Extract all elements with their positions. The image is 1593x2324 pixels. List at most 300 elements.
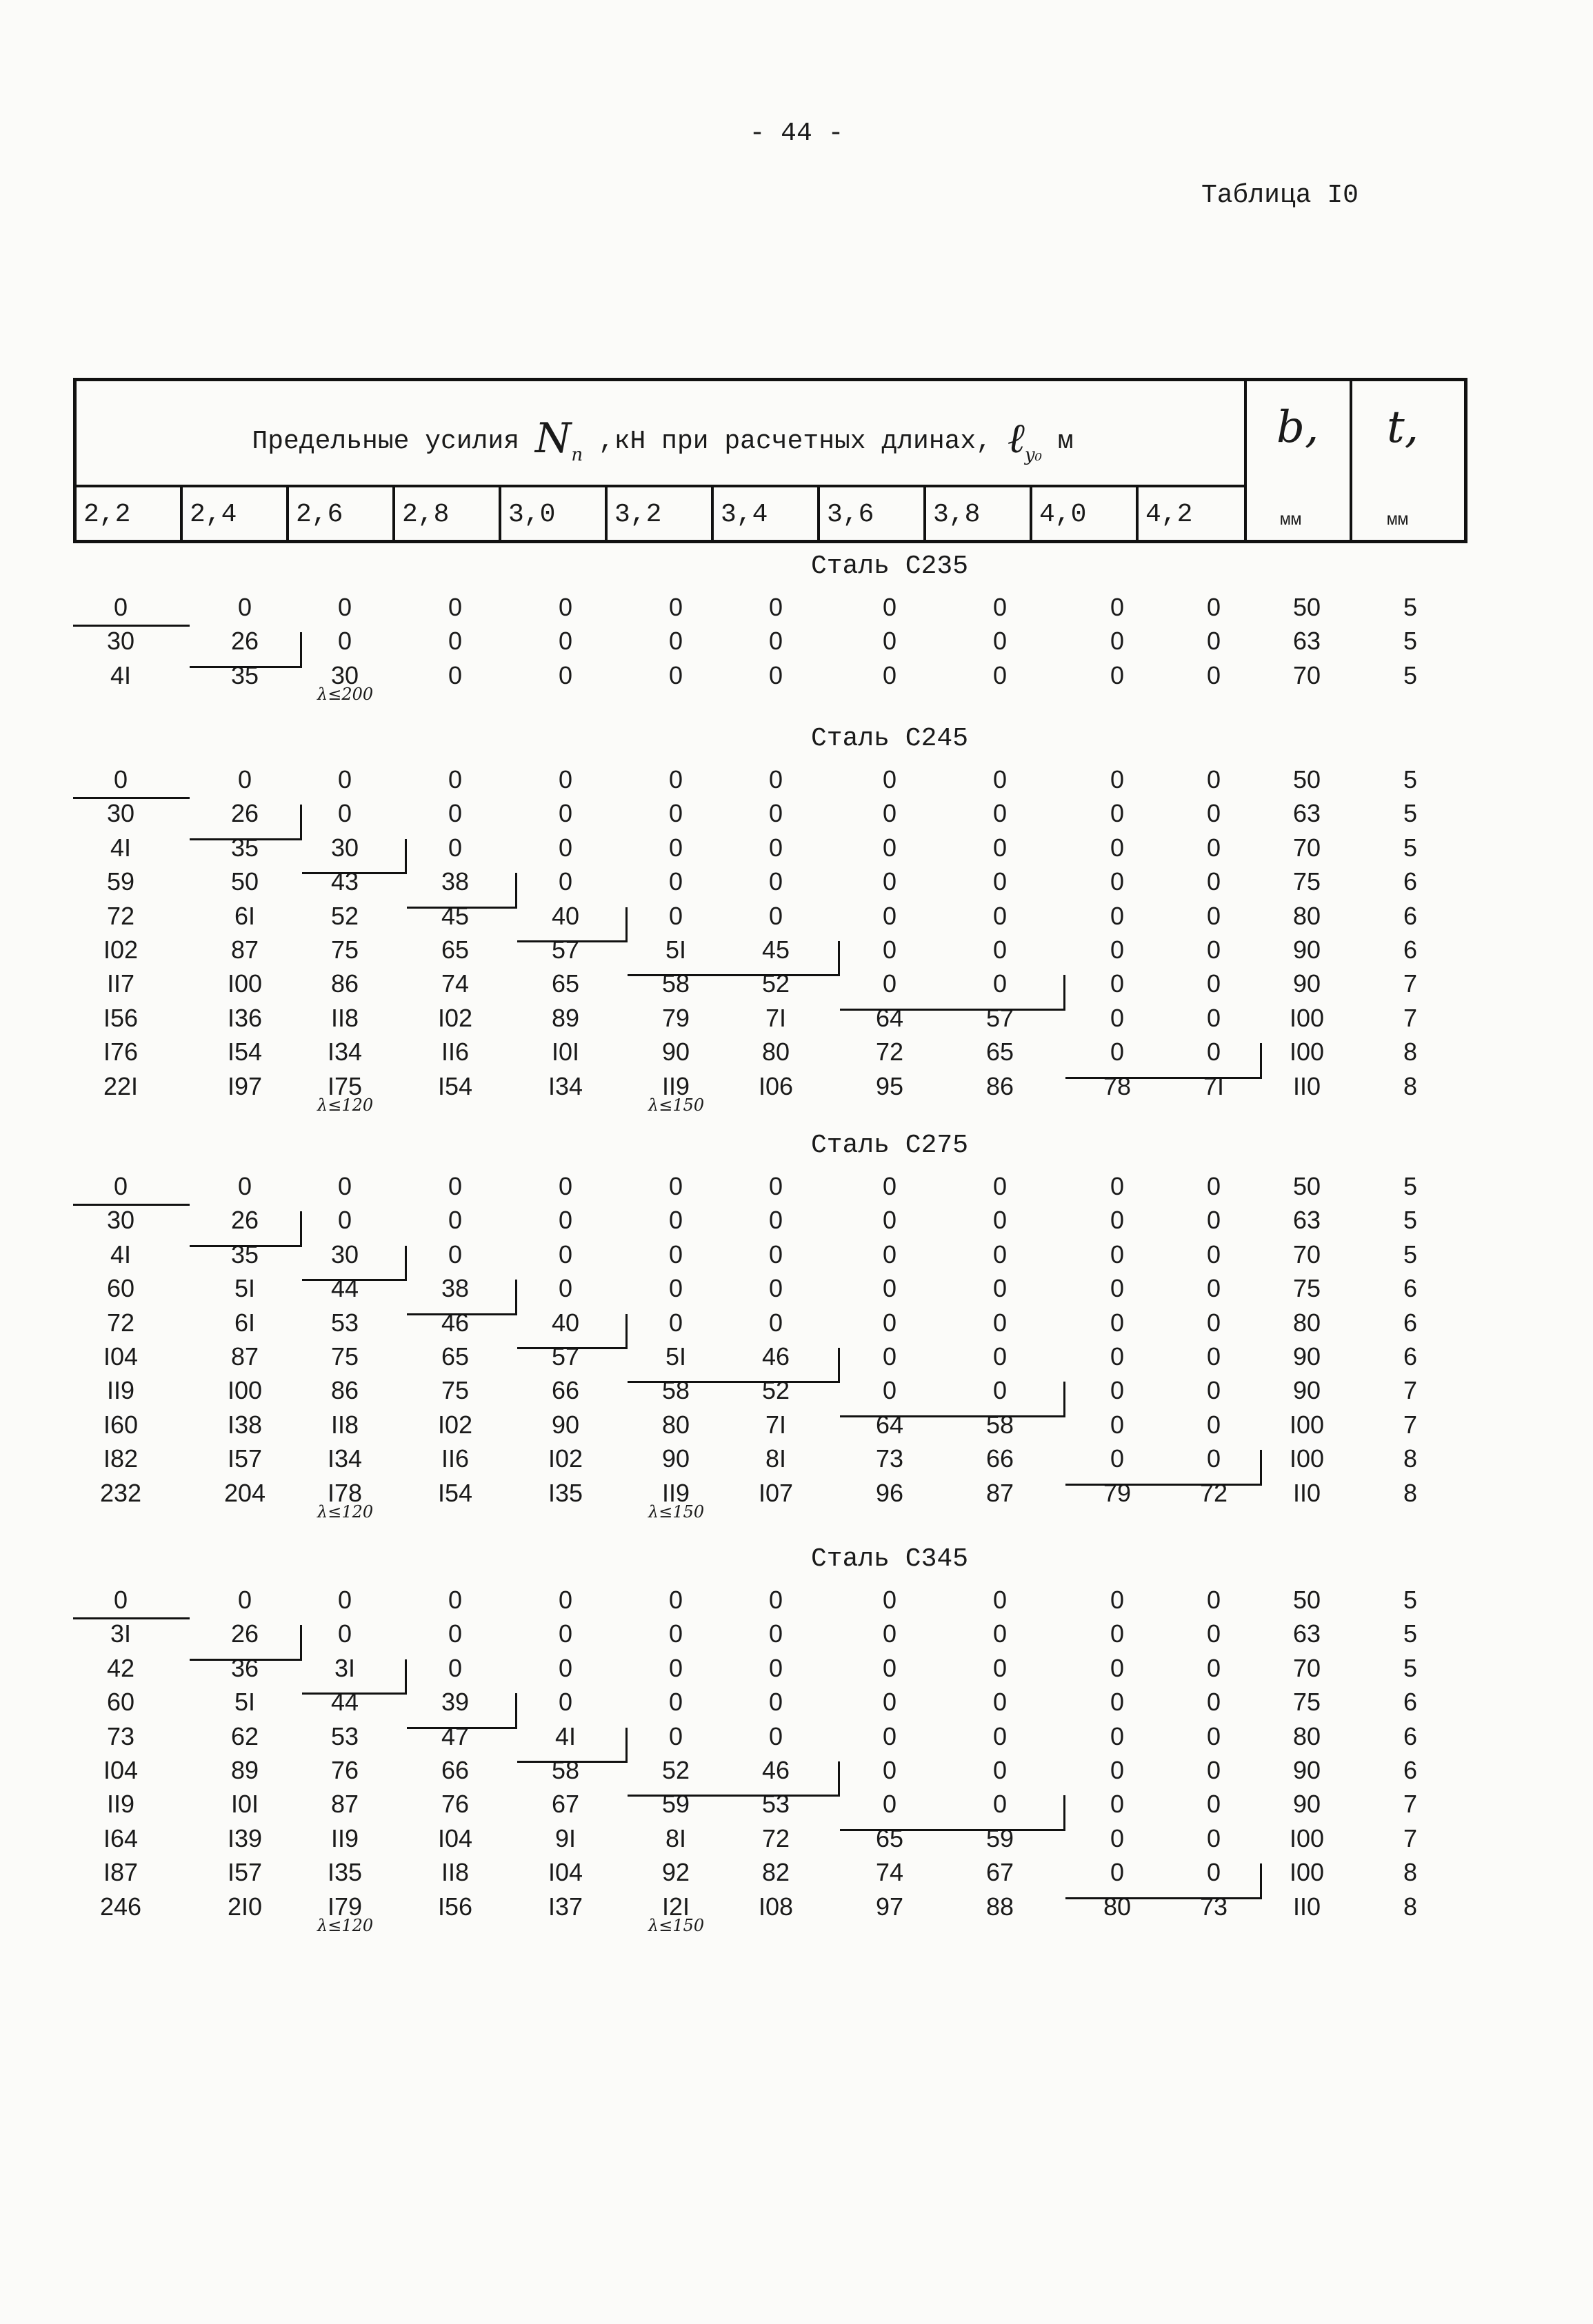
- force-cell: 0: [113, 1586, 128, 1614]
- force-cell: 90: [551, 1410, 580, 1439]
- force-cell: 86: [330, 1376, 359, 1405]
- force-cell: 95: [875, 1071, 904, 1100]
- force-cell: 0: [1206, 1206, 1221, 1235]
- force-cell: I02: [437, 1410, 473, 1439]
- force-cell: 0: [992, 660, 1008, 689]
- force-cell: 87: [230, 936, 259, 964]
- force-cell: 5I: [665, 1342, 687, 1371]
- force-cell: 90: [661, 1444, 690, 1473]
- force-cell: 0: [1110, 799, 1125, 828]
- force-cell: 52: [330, 901, 359, 930]
- force-cell: 0: [558, 1688, 573, 1717]
- force-cell: 0: [1110, 765, 1125, 794]
- force-cell: 75: [330, 1342, 359, 1371]
- force-cell: 0: [337, 593, 352, 621]
- section-title: Сталь С235: [810, 552, 969, 581]
- force-cell: 0: [558, 799, 573, 828]
- force-cell: 0: [992, 1206, 1008, 1235]
- force-cell: II9: [106, 1790, 135, 1819]
- force-cell: 0: [882, 627, 897, 656]
- force-cell: 57: [551, 1342, 580, 1371]
- stair-line: [190, 805, 302, 840]
- force-cell: 0: [668, 1688, 683, 1717]
- force-cell: 44: [330, 1274, 359, 1303]
- b-cell: 63: [1292, 627, 1321, 656]
- force-cell: 0: [882, 593, 897, 621]
- force-cell: 7I: [765, 1410, 787, 1439]
- force-cell: 0: [1110, 1342, 1125, 1371]
- page-number: - 44 -: [749, 119, 844, 148]
- force-cell: 0: [558, 593, 573, 621]
- force-cell: I34: [327, 1444, 363, 1473]
- force-cell: 46: [761, 1342, 790, 1371]
- b-cell: I00: [1289, 1858, 1325, 1887]
- force-cell: 80: [1103, 1892, 1132, 1921]
- force-cell: 0: [1110, 593, 1125, 621]
- force-cell: 0: [882, 833, 897, 862]
- stair-line: [190, 632, 302, 667]
- force-cell: 0: [113, 765, 128, 794]
- force-cell: 0: [1206, 1342, 1221, 1371]
- force-cell: I79: [327, 1892, 363, 1921]
- force-cell: 0: [768, 1206, 783, 1235]
- length-header-cell: 2,4: [190, 500, 237, 529]
- force-cell: 0: [1206, 1444, 1221, 1473]
- force-cell: 0: [1206, 627, 1221, 656]
- force-cell: 53: [761, 1790, 790, 1819]
- force-cell: 0: [768, 627, 783, 656]
- force-cell: 45: [761, 936, 790, 964]
- force-cell: 0: [668, 799, 683, 828]
- force-cell: 36: [230, 1653, 259, 1682]
- force-cell: 0: [1110, 1240, 1125, 1269]
- force-cell: 0: [992, 1688, 1008, 1717]
- stair-line: [73, 1204, 190, 1206]
- length-header-cell: 3,6: [827, 500, 874, 529]
- force-cell: 0: [882, 1376, 897, 1405]
- force-cell: 73: [1199, 1892, 1228, 1921]
- force-cell: 0: [448, 765, 463, 794]
- force-cell: 0: [768, 1586, 783, 1614]
- force-cell: 0: [1110, 833, 1125, 862]
- force-cell: 0: [992, 1721, 1008, 1750]
- force-cell: I35: [548, 1478, 583, 1507]
- force-cell: 0: [768, 765, 783, 794]
- force-cell: 0: [558, 1172, 573, 1200]
- force-cell: I02: [437, 1003, 473, 1032]
- force-cell: 0: [1110, 901, 1125, 930]
- force-cell: 0: [668, 1586, 683, 1614]
- force-cell: 0: [882, 765, 897, 794]
- force-cell: 0: [337, 1172, 352, 1200]
- force-cell: 0: [1110, 1756, 1125, 1784]
- slenderness-note: λ≤120: [317, 1915, 374, 1935]
- force-cell: I04: [437, 1823, 473, 1852]
- force-cell: 0: [558, 867, 573, 896]
- b-cell: I00: [1289, 1410, 1325, 1439]
- title-suffix: м: [1057, 427, 1074, 456]
- force-cell: 0: [558, 1653, 573, 1682]
- t-cell: 7: [1403, 1376, 1418, 1405]
- stair-line: [302, 1659, 408, 1695]
- force-cell: 5I: [234, 1274, 256, 1303]
- force-cell: 0: [1206, 1653, 1221, 1682]
- length-subscript: y₀: [1024, 445, 1042, 465]
- force-cell: 26: [230, 799, 259, 828]
- slenderness-note: λ≤150: [648, 1915, 705, 1935]
- force-cell: 0: [237, 765, 252, 794]
- stair-line: [407, 1693, 517, 1728]
- length-header-cell: 3,0: [508, 500, 556, 529]
- force-cell: 0: [337, 627, 352, 656]
- t-unit: мм: [1387, 509, 1409, 530]
- force-cell: I00: [227, 969, 263, 998]
- force-cell: 0: [992, 1756, 1008, 1784]
- t-cell: 6: [1403, 867, 1418, 896]
- force-cell: 0: [1110, 1653, 1125, 1682]
- stair-line: [407, 1280, 517, 1315]
- t-cell: 5: [1403, 765, 1418, 794]
- force-cell: II8: [441, 1858, 470, 1887]
- force-cell: 0: [1206, 1790, 1221, 1819]
- force-cell: 0: [882, 799, 897, 828]
- force-cell: 65: [875, 1823, 904, 1852]
- force-cell: 38: [441, 867, 470, 896]
- force-cell: 0: [668, 867, 683, 896]
- force-cell: 4I: [110, 833, 132, 862]
- force-cell: 0: [668, 901, 683, 930]
- force-cell: 9I: [554, 1823, 577, 1852]
- force-cell: 0: [1110, 1038, 1125, 1067]
- force-cell: 0: [1110, 1308, 1125, 1337]
- force-cell: 74: [441, 969, 470, 998]
- force-cell: 45: [441, 901, 470, 930]
- force-cell: 0: [337, 765, 352, 794]
- force-cell: 52: [661, 1756, 690, 1784]
- force-cell: 0: [558, 1240, 573, 1269]
- force-cell: 0: [992, 867, 1008, 896]
- force-cell: 0: [768, 1653, 783, 1682]
- force-cell: II9: [661, 1071, 690, 1100]
- stair-line: [407, 873, 517, 908]
- b-cell: 50: [1292, 765, 1321, 794]
- force-cell: 0: [992, 1342, 1008, 1371]
- b-cell: 70: [1292, 833, 1321, 862]
- force-cell: 57: [551, 936, 580, 964]
- force-cell: 0: [337, 799, 352, 828]
- b-cell: I00: [1289, 1003, 1325, 1032]
- force-cell: 0: [1206, 1586, 1221, 1614]
- force-cell: 86: [330, 969, 359, 998]
- force-cell: 64: [875, 1410, 904, 1439]
- force-cell: 0: [558, 1586, 573, 1614]
- b-cell: II0: [1292, 1892, 1321, 1921]
- force-cell: 0: [992, 1653, 1008, 1682]
- force-cell: 0: [1110, 969, 1125, 998]
- force-cell: 97: [875, 1892, 904, 1921]
- force-cell: 0: [448, 1172, 463, 1200]
- force-cell: 0: [882, 1274, 897, 1303]
- force-cell: 0: [992, 593, 1008, 621]
- force-cell: 52: [761, 969, 790, 998]
- stair-line: [840, 1795, 1066, 1830]
- force-cell: 72: [761, 1823, 790, 1852]
- force-cell: 38: [441, 1274, 470, 1303]
- force-cell: 26: [230, 1619, 259, 1648]
- force-cell: 0: [113, 1172, 128, 1200]
- b-cell: 80: [1292, 901, 1321, 930]
- force-cell: 5I: [665, 936, 687, 964]
- t-cell: 5: [1403, 1240, 1418, 1269]
- force-cell: 0: [992, 799, 1008, 828]
- force-cell: II6: [441, 1038, 470, 1067]
- b-cell: 90: [1292, 1756, 1321, 1784]
- force-cell: 40: [551, 901, 580, 930]
- slenderness-note: λ≤150: [648, 1502, 705, 1522]
- force-cell: 7I: [1203, 1071, 1225, 1100]
- section-title: Сталь С345: [810, 1544, 969, 1574]
- stair-line: [628, 1761, 840, 1797]
- force-cell: 0: [558, 1206, 573, 1235]
- force-cell: 0: [558, 1619, 573, 1648]
- force-cell: 0: [668, 1308, 683, 1337]
- force-cell: 66: [551, 1376, 580, 1405]
- force-cell: I02: [548, 1444, 583, 1473]
- b-cell: 80: [1292, 1721, 1321, 1750]
- b-cell: I00: [1289, 1823, 1325, 1852]
- force-cell: 0: [1206, 765, 1221, 794]
- stair-line: [840, 975, 1066, 1010]
- force-cell: I82: [103, 1444, 139, 1473]
- force-cell: 0: [558, 627, 573, 656]
- force-cell: 0: [992, 1274, 1008, 1303]
- force-cell: 0: [768, 1688, 783, 1717]
- b-unit: мм: [1280, 509, 1302, 530]
- stair-line: [517, 907, 628, 942]
- force-cell: 74: [875, 1858, 904, 1887]
- force-cell: 0: [768, 1308, 783, 1337]
- force-cell: 0: [668, 1172, 683, 1200]
- section-title: Сталь С245: [810, 724, 969, 754]
- force-cell: 60: [106, 1688, 135, 1717]
- force-cell: 204: [223, 1478, 266, 1507]
- force-cell: II8: [330, 1003, 359, 1032]
- t-cell: 7: [1403, 1410, 1418, 1439]
- t-cell: 8: [1403, 1038, 1418, 1067]
- t-cell: 5: [1403, 1172, 1418, 1200]
- force-cell: I97: [227, 1071, 263, 1100]
- force-cell: 0: [1206, 1240, 1221, 1269]
- t-cell: 5: [1403, 660, 1418, 689]
- force-cell: 80: [761, 1038, 790, 1067]
- force-cell: 30: [106, 799, 135, 828]
- force-cell: 89: [230, 1756, 259, 1784]
- force-cell: 0: [1110, 1376, 1125, 1405]
- force-cell: II7: [106, 969, 135, 998]
- force-cell: I54: [227, 1038, 263, 1067]
- force-cell: 0: [558, 833, 573, 862]
- force-cell: 0: [1110, 1790, 1125, 1819]
- stair-line: [190, 1211, 302, 1246]
- force-cell: 75: [330, 936, 359, 964]
- stair-line: [1065, 1043, 1262, 1078]
- table-header: [73, 378, 1467, 543]
- force-cell: 59: [106, 867, 135, 896]
- force-cell: 0: [882, 1653, 897, 1682]
- force-cell: I35: [327, 1858, 363, 1887]
- force-cell: 0: [882, 1688, 897, 1717]
- force-cell: 0: [113, 593, 128, 621]
- force-cell: 0: [1206, 660, 1221, 689]
- stair-line: [517, 1314, 628, 1349]
- force-cell: 22I: [103, 1071, 139, 1100]
- force-cell: 4I: [110, 660, 132, 689]
- t-cell: 5: [1403, 1619, 1418, 1648]
- force-cell: 79: [1103, 1478, 1132, 1507]
- t-cell: 6: [1403, 1756, 1418, 1784]
- force-cell: 0: [882, 901, 897, 930]
- force-cell: 0: [668, 1653, 683, 1682]
- length-header-cell: 2,2: [83, 500, 131, 529]
- t-cell: 6: [1403, 1688, 1418, 1717]
- force-cell: I75: [327, 1071, 363, 1100]
- force-cell: I54: [437, 1071, 473, 1100]
- force-cell: 30: [106, 627, 135, 656]
- force-cell: 65: [441, 1342, 470, 1371]
- force-cell: 62: [230, 1721, 259, 1750]
- force-cell: 0: [337, 1619, 352, 1648]
- force-cell: 0: [668, 1619, 683, 1648]
- force-cell: 0: [768, 660, 783, 689]
- force-cell: 4I: [554, 1721, 577, 1750]
- force-cell: 0: [768, 593, 783, 621]
- b-cell: 70: [1292, 660, 1321, 689]
- force-cell: 96: [875, 1478, 904, 1507]
- table-label: Таблица I0: [1201, 181, 1359, 210]
- force-cell: 39: [441, 1688, 470, 1717]
- t-cell: 6: [1403, 1721, 1418, 1750]
- force-cell: 53: [330, 1721, 359, 1750]
- b-cell: II0: [1292, 1071, 1321, 1100]
- t-cell: 5: [1403, 833, 1418, 862]
- t-symbol: t,: [1387, 402, 1419, 453]
- force-cell: 58: [661, 1376, 690, 1405]
- force-cell: II9: [106, 1376, 135, 1405]
- stair-line: [1065, 1450, 1262, 1485]
- force-cell: 0: [882, 1790, 897, 1819]
- force-cell: 0: [768, 901, 783, 930]
- force-cell: II9: [330, 1823, 359, 1852]
- force-cell: 80: [661, 1410, 690, 1439]
- force-cell: 35: [230, 1240, 259, 1269]
- stair-line: [302, 839, 408, 874]
- t-cell: 8: [1403, 1858, 1418, 1887]
- force-cell: I04: [548, 1858, 583, 1887]
- force-cell: 3I: [334, 1653, 356, 1682]
- force-cell: 0: [448, 593, 463, 621]
- force-cell: 0: [992, 1790, 1008, 1819]
- force-cell: 67: [985, 1858, 1014, 1887]
- t-cell: 6: [1403, 1274, 1418, 1303]
- force-cell: 46: [761, 1756, 790, 1784]
- force-cell: 0: [1110, 1444, 1125, 1473]
- force-cell: 0: [1206, 1756, 1221, 1784]
- force-cell: I34: [327, 1038, 363, 1067]
- force-cell: I00: [227, 1376, 263, 1405]
- force-cell: 0: [1206, 1721, 1221, 1750]
- force-cell: 0: [1110, 867, 1125, 896]
- force-cell: I2I: [661, 1892, 690, 1921]
- force-cell: I76: [103, 1038, 139, 1067]
- length-header-cell: 2,8: [402, 500, 450, 529]
- force-cell: I57: [227, 1444, 263, 1473]
- force-cell: 82: [761, 1858, 790, 1887]
- force-cell: 0: [992, 1240, 1008, 1269]
- force-cell: 0: [1110, 1619, 1125, 1648]
- force-cell: 65: [441, 936, 470, 964]
- force-cell: 6I: [234, 901, 256, 930]
- force-cell: 0: [768, 1172, 783, 1200]
- force-cell: 78: [1103, 1071, 1132, 1100]
- force-cell: 0: [1110, 627, 1125, 656]
- force-cell: 73: [875, 1444, 904, 1473]
- force-cell: 0: [882, 660, 897, 689]
- t-cell: 6: [1403, 1308, 1418, 1337]
- force-cell: 0: [668, 1274, 683, 1303]
- force-cell: 0: [1110, 936, 1125, 964]
- b-cell: 75: [1292, 867, 1321, 896]
- force-cell: I39: [227, 1823, 263, 1852]
- force-cell: I56: [437, 1892, 473, 1921]
- stair-line: [840, 1382, 1066, 1417]
- force-cell: 0: [668, 765, 683, 794]
- force-cell: 0: [768, 1274, 783, 1303]
- force-cell: 87: [330, 1790, 359, 1819]
- force-cell: 0: [882, 936, 897, 964]
- stair-line: [1065, 1863, 1262, 1899]
- t-cell: 8: [1403, 1071, 1418, 1100]
- force-cell: 35: [230, 660, 259, 689]
- t-cell: 7: [1403, 1823, 1418, 1852]
- force-cell: 0: [668, 833, 683, 862]
- force-cell: 0: [992, 627, 1008, 656]
- b-cell: 50: [1292, 1172, 1321, 1200]
- force-cell: 6I: [234, 1308, 256, 1337]
- force-cell: 0: [337, 1206, 352, 1235]
- t-cell: 7: [1403, 969, 1418, 998]
- force-cell: I04: [103, 1756, 139, 1784]
- t-cell: 7: [1403, 1790, 1418, 1819]
- force-cell: 72: [106, 1308, 135, 1337]
- force-cell: 0: [1206, 867, 1221, 896]
- b-cell: 70: [1292, 1653, 1321, 1682]
- force-cell: 0: [558, 1274, 573, 1303]
- t-cell: 5: [1403, 799, 1418, 828]
- force-cell: 0: [448, 799, 463, 828]
- force-cell: 0: [882, 1756, 897, 1784]
- force-cell: 58: [551, 1756, 580, 1784]
- force-cell: 0: [1206, 1619, 1221, 1648]
- force-cell: 67: [551, 1790, 580, 1819]
- header-title: [77, 414, 1249, 465]
- length-header-cell: 3,2: [614, 500, 662, 529]
- force-cell: 0: [1206, 1688, 1221, 1717]
- force-symbol: N: [534, 414, 572, 463]
- force-cell: 246: [99, 1892, 142, 1921]
- force-cell: 0: [1206, 1274, 1221, 1303]
- force-cell: 0: [992, 833, 1008, 862]
- force-cell: 0: [668, 593, 683, 621]
